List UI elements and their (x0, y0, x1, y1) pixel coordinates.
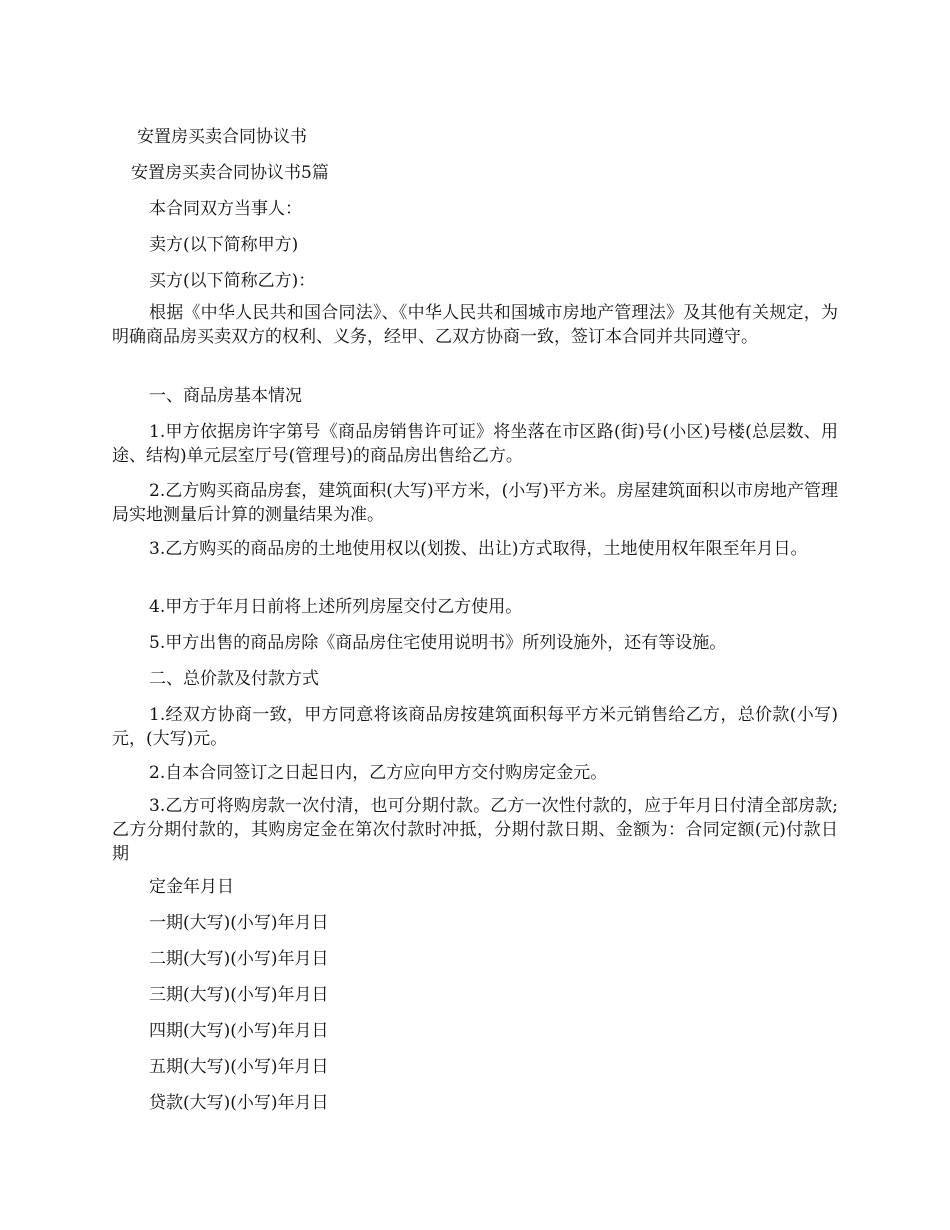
payment-installment-1: 一期(大写)(小写)年月日 (149, 913, 329, 933)
clause-2-3: 3.乙方可将购房款一次付清，也可分期付款。乙方一次性付款的，应于年月日付清全部房款;乙方分期付款的，其购房定金在第次付款时冲抵，分期付款日期、金额为：合同定额(元)付款日期 (112, 796, 838, 864)
document-title: 安置房买卖合同协议书 (137, 127, 307, 147)
section-heading-2: 二、总价款及付款方式 (149, 669, 319, 689)
clause-1-3: 3.乙方购买的商品房的土地使用权以(划拨、出让)方式取得，土地使用权年限至年月日。 (149, 539, 808, 559)
clause-2-1: 1.经双方协商一致，甲方同意将该商品房按建筑面积每平方米元销售给乙方，总价款(小写)元，(大写)元。 (112, 705, 838, 749)
document-subtitle: 安置房买卖合同协议书5篇 (131, 163, 329, 183)
clause-1-4: 4.甲方于年月日前将上述所列房屋交付乙方使用。 (149, 597, 523, 617)
payment-deposit: 定金年月日 (149, 877, 234, 897)
payment-installment-5: 五期(大写)(小写)年月日 (149, 1057, 329, 1077)
paragraph-buyer: 买方(以下简称乙方)： (149, 271, 316, 291)
section-heading-1: 一、商品房基本情况 (149, 386, 302, 406)
clause-1-1: 1.甲方依据房许字第号《商品房销售许可证》将坐落在市区路(街)号(小区)号楼(总层数、用途、结构)单元层室厅号(管理号)的商品房出售给乙方。 (112, 422, 838, 466)
payment-installment-2: 二期(大写)(小写)年月日 (149, 949, 329, 969)
clause-2-2: 2.自本合同签订之日起日内，乙方应向甲方交付购房定金元。 (149, 763, 608, 783)
clause-1-5: 5.甲方出售的商品房除《商品房住宅使用说明书》所列设施外，还有等设施。 (149, 633, 727, 653)
paragraph-seller: 卖方(以下简称甲方) (149, 235, 299, 255)
payment-loan: 贷款(大写)(小写)年月日 (149, 1093, 329, 1113)
payment-installment-4: 四期(大写)(小写)年月日 (149, 1021, 329, 1041)
paragraph-preamble: 根据《中华人民共和国合同法》、《中华人民共和国城市房地产管理法》及其他有关规定，为明确商品房买卖双方的权利、义务，经甲、乙双方协商一致，签订本合同并共同遵守。 (112, 303, 838, 347)
paragraph-parties: 本合同双方当事人： (149, 199, 302, 219)
payment-installment-3: 三期(大写)(小写)年月日 (149, 985, 329, 1005)
clause-1-2: 2.乙方购买商品房套，建筑面积(大写)平方米，(小写)平方米。房屋建筑面积以市房地产管理局实地测量后计算的测量结果为准。 (112, 481, 838, 525)
